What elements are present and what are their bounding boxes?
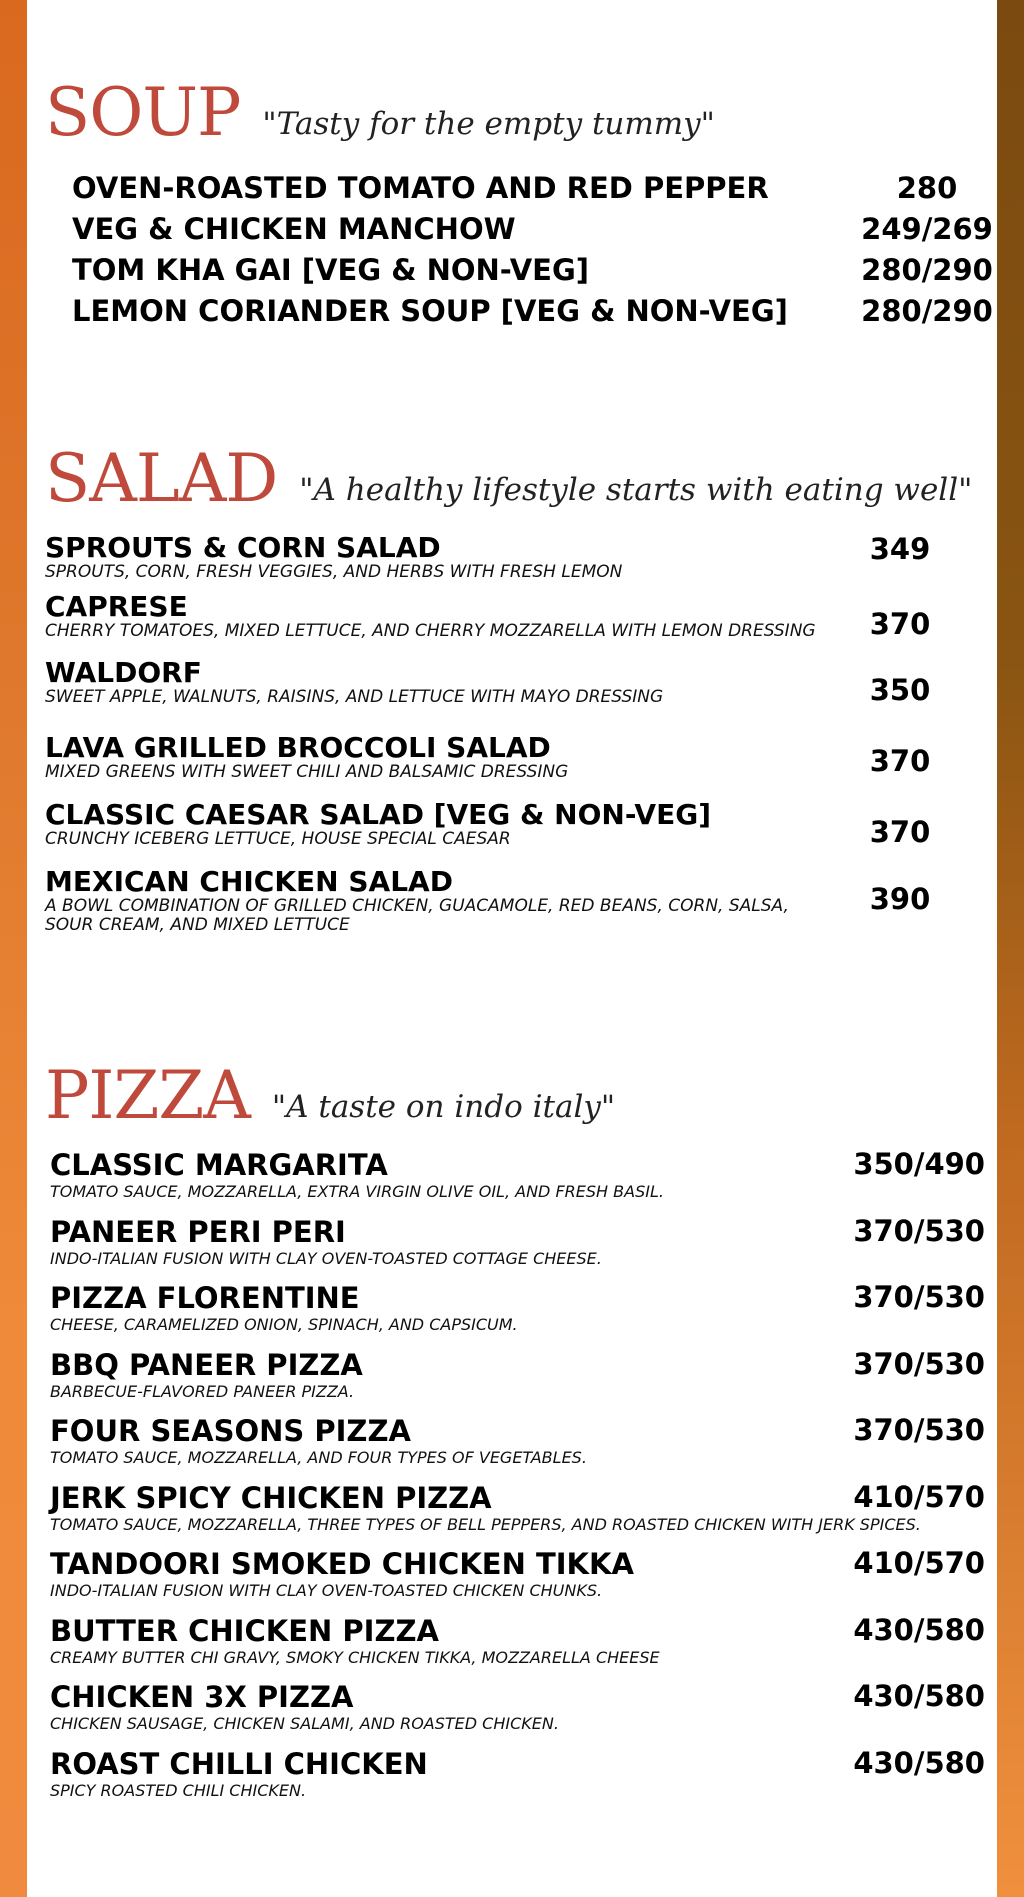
pizza-item-name: PIZZA FLORENTINE [50,1281,360,1315]
salad-item-desc: CRUNCHY ICEBERG LETTUCE, HOUSE SPECIAL CAESAR [45,829,511,849]
salad-item-price: 350 [869,673,931,707]
salad-header [45,440,973,517]
salad-item [45,733,980,782]
pizza-item-desc: INDO-ITALIAN FUSION WITH CLAY OVEN-TOASTED CHICKEN CHUNKS. [50,1581,603,1600]
soup-item-name: TOM KHA GAI [VEG & NON-VEG] [72,253,590,287]
soup-item-name: LEMON CORIANDER SOUP [VEG & NON-VEG] [72,294,788,328]
salad-title: SALAD [45,440,278,517]
pizza-item-desc: CHICKEN SAUSAGE, CHICKEN SALAMI, AND ROASTED CHICKEN. [50,1714,559,1733]
salad-item-price: 370 [869,607,931,641]
salad-item-price: 370 [869,744,931,778]
soup-item-price: 280/290 [861,294,993,328]
soup-item [72,168,1007,208]
soup-item-price: 280/290 [861,253,993,287]
pizza-tagline: "A taste on indo italy" [271,1089,616,1125]
soup-title: SOUP [45,74,241,151]
salad-item-desc: CHERRY TOMATOES, MIXED LETTUCE, AND CHERRY MOZZARELLA WITH LEMON DRESSING [45,621,816,641]
pizza-item [50,1348,985,1402]
soup-item-name: OVEN-ROASTED TOMATO AND RED PEPPER [72,171,769,205]
salad-item [45,867,980,935]
pizza-item-price: 370/530 [853,1214,985,1248]
pizza-item-desc: BARBECUE-FLAVORED PANEER PIZZA. [50,1382,355,1401]
pizza-item [50,1481,985,1535]
salad-item-name: CLASSIC CAESAR SALAD [VEG & NON-VEG] [45,798,711,831]
soup-item [72,209,1007,249]
salad-item-desc: A BOWL COMBINATION OF GRILLED CHICKEN, GUACAMOLE, RED BEANS, CORN, SALSA, SOUR CREAM, AND MIXED LETTUCE [45,896,789,935]
pizza-item-desc: SPICY ROASTED CHILI CHICKEN. [50,1781,307,1800]
pizza-item-name: BUTTER CHICKEN PIZZA [50,1614,439,1648]
salad-item-name: SPROUTS & CORN SALAD [45,531,441,564]
pizza-item-name: CHICKEN 3X PIZZA [50,1680,354,1714]
pizza-item-name: BBQ PANEER PIZZA [50,1348,363,1382]
pizza-item-price: 430/580 [853,1679,985,1713]
pizza-item-price: 430/580 [853,1613,985,1647]
pizza-item-desc: CREAMY BUTTER CHI GRAVY, SMOKY CHICKEN TIKKA, MOZZARELLA CHEESE [50,1648,660,1667]
pizza-item-price: 350/490 [853,1147,985,1181]
pizza-item-price: 370/530 [853,1413,985,1447]
soup-header [45,74,715,151]
soup-tagline: "Tasty for the empty tummy" [262,106,715,142]
pizza-item-name: CLASSIC MARGARITA [50,1148,388,1182]
pizza-item [50,1547,985,1601]
pizza-item-name: ROAST CHILLI CHICKEN [50,1747,428,1781]
pizza-item [50,1148,985,1202]
soup-item [72,291,1007,331]
pizza-item-name: FOUR SEASONS PIZZA [50,1414,411,1448]
pizza-item-name: PANEER PERI PERI [50,1215,346,1249]
pizza-item-desc: TOMATO SAUCE, MOZZARELLA, EXTRA VIRGIN OLIVE OIL, AND FRESH BASIL. [50,1182,664,1201]
salad-item [45,592,980,641]
salad-tagline: "A healthy lifestyle starts with eating well" [299,472,973,508]
salad-item [45,658,980,707]
pizza-item-price: 370/530 [853,1347,985,1381]
pizza-title: PIZZA [45,1057,250,1134]
salad-item-name: MEXICAN CHICKEN SALAD [45,865,453,898]
salad-item [45,533,980,582]
pizza-item-price: 410/570 [853,1546,985,1580]
pizza-item-price: 430/580 [853,1746,985,1780]
pizza-item-price: 370/530 [853,1280,985,1314]
soup-item [72,250,1007,290]
pizza-item [50,1215,985,1269]
soup-item-price: 280 [896,171,958,205]
salad-item-price: 370 [869,815,931,849]
pizza-item-name: JERK SPICY CHICKEN PIZZA [50,1481,492,1515]
pizza-item [50,1614,985,1668]
salad-item-desc: SWEET APPLE, WALNUTS, RAISINS, AND LETTUCE WITH MAYO DRESSING [45,687,664,707]
pizza-item [50,1281,985,1335]
pizza-header [45,1057,616,1134]
pizza-item-name: TANDOORI SMOKED CHICKEN TIKKA [50,1547,634,1581]
salad-item-price: 390 [869,882,931,916]
pizza-item [50,1414,985,1468]
pizza-item [50,1747,985,1801]
pizza-item-desc: TOMATO SAUCE, MOZZARELLA, THREE TYPES OF BELL PEPPERS, AND ROASTED CHICKEN WITH JERK SPICES. [50,1515,921,1534]
salad-item [45,800,980,849]
salad-item-name: CAPRESE [45,590,188,623]
salad-item-name: LAVA GRILLED BROCCOLI SALAD [45,731,551,764]
salad-item-price: 349 [869,532,931,566]
salad-item-name: WALDORF [45,656,202,689]
soup-item-price: 249/269 [861,212,993,246]
salad-item-desc: SPROUTS, CORN, FRESH VEGGIES, AND HERBS WITH FRESH LEMON [45,562,623,582]
pizza-item-desc: CHEESE, CARAMELIZED ONION, SPINACH, AND CAPSICUM. [50,1315,518,1334]
menu-page [27,0,997,1897]
soup-item-name: VEG & CHICKEN MANCHOW [72,212,516,246]
left-orange-border [0,0,27,1897]
pizza-item-desc: TOMATO SAUCE, MOZZARELLA, AND FOUR TYPES OF VEGETABLES. [50,1448,587,1467]
pizza-item-price: 410/570 [853,1480,985,1514]
pizza-item [50,1680,985,1734]
pizza-item-desc: INDO-ITALIAN FUSION WITH CLAY OVEN-TOASTED COTTAGE CHEESE. [50,1249,602,1268]
salad-item-desc: MIXED GREENS WITH SWEET CHILI AND BALSAMIC DRESSING [45,762,569,782]
